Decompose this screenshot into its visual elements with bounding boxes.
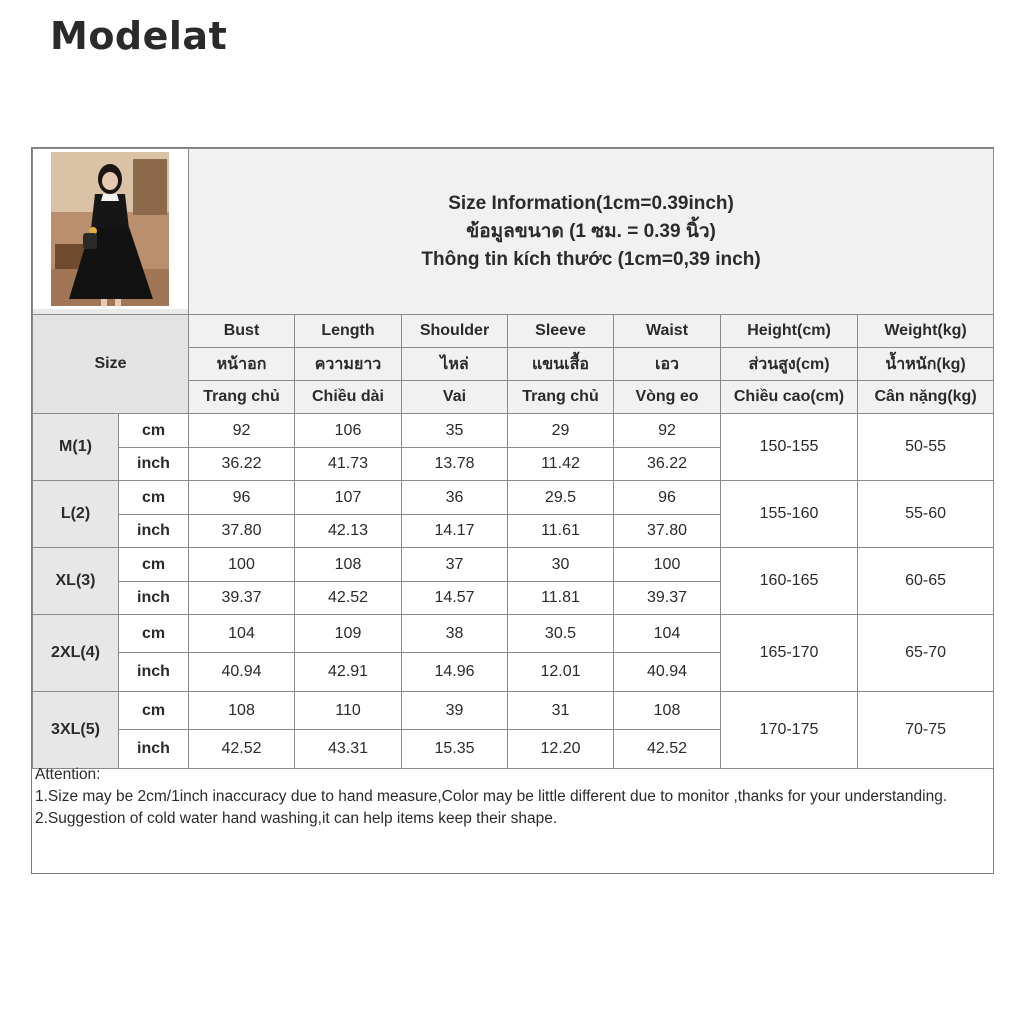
measurement-cell: 41.73 [295, 448, 402, 481]
table-row [33, 414, 994, 448]
height-range-cell: 150-155 [721, 414, 858, 481]
size-label: M(1) [33, 414, 119, 481]
col-header-th: หน้าอก [189, 348, 295, 381]
brand-logo-text: Modelat [50, 14, 228, 58]
measurement-cell: 39.37 [614, 582, 721, 615]
col-header-vi: Vai [402, 381, 508, 414]
note-item: 2.Suggestion of cold water hand washing,it can help items keep their shape. [35, 810, 558, 827]
col-header-vi: Chiều cao(cm) [721, 381, 858, 414]
col-header-th: ส่วนสูง(cm) [721, 348, 858, 381]
measurement-cell: 30 [508, 548, 614, 582]
unit-label: inch [119, 515, 189, 548]
height-range-cell: 165-170 [721, 615, 858, 692]
measurement-cell: 39.37 [189, 582, 295, 615]
size-table [32, 148, 994, 769]
size-info-title [189, 149, 994, 315]
weight-range-cell: 50-55 [858, 414, 994, 481]
measurement-cell: 14.17 [402, 515, 508, 548]
measurement-cell: 13.78 [402, 448, 508, 481]
note-item: 1.Size may be 2cm/1inch inaccuracy due to hand measure,Color may be little different due to monitor ,thanks for your understanding. [35, 788, 948, 805]
measurement-cell: 36.22 [614, 448, 721, 481]
table-row [33, 615, 994, 653]
col-header-th: น้ำหนัก(kg) [858, 348, 994, 381]
measurement-cell: 43.31 [295, 730, 402, 769]
measurement-cell: 110 [295, 692, 402, 730]
unit-label: inch [119, 448, 189, 481]
measurement-cell: 38 [402, 615, 508, 653]
measurement-cell: 14.57 [402, 582, 508, 615]
size-label: XL(3) [33, 548, 119, 615]
unit-label: cm [119, 414, 189, 448]
measurement-cell: 108 [295, 548, 402, 582]
col-header-en: Sleeve [508, 315, 614, 348]
measurement-cell: 42.52 [614, 730, 721, 769]
measurement-cell: 37.80 [614, 515, 721, 548]
measurement-cell: 104 [614, 615, 721, 653]
measurement-cell: 31 [508, 692, 614, 730]
col-header-en: Height(cm) [721, 315, 858, 348]
measurement-cell: 109 [295, 615, 402, 653]
col-header-en: Length [295, 315, 402, 348]
measurement-cell: 11.61 [508, 515, 614, 548]
measurement-cell: 36.22 [189, 448, 295, 481]
col-header-en: Waist [614, 315, 721, 348]
table-row [33, 692, 994, 730]
measurement-cell: 108 [189, 692, 295, 730]
col-header-en: Shoulder [402, 315, 508, 348]
size-chart [31, 147, 994, 874]
measurement-cell: 35 [402, 414, 508, 448]
col-header-en: Weight(kg) [858, 315, 994, 348]
info-title-en: Size Information(1cm=0.39inch) [448, 192, 734, 214]
measurement-cell: 96 [189, 481, 295, 515]
unit-label: inch [119, 582, 189, 615]
measurement-cell: 100 [189, 548, 295, 582]
height-range-cell: 160-165 [721, 548, 858, 615]
size-label: L(2) [33, 481, 119, 548]
attention-notes [35, 764, 985, 830]
model-dress-image [33, 149, 189, 309]
unit-label: cm [119, 692, 189, 730]
col-header-vi: Chiều dài [295, 381, 402, 414]
measurement-cell: 39 [402, 692, 508, 730]
measurement-cell: 96 [614, 481, 721, 515]
unit-label: inch [119, 653, 189, 692]
col-header-th: เอว [614, 348, 721, 381]
measurement-cell: 12.20 [508, 730, 614, 769]
measurement-cell: 42.52 [189, 730, 295, 769]
size-column-header: Size [33, 315, 189, 414]
col-header-vi: Trang chủ [508, 381, 614, 414]
unit-label: inch [119, 730, 189, 769]
measurement-cell: 37.80 [189, 515, 295, 548]
weight-range-cell: 55-60 [858, 481, 994, 548]
measurement-cell: 40.94 [614, 653, 721, 692]
measurement-cell: 40.94 [189, 653, 295, 692]
size-label: 2XL(4) [33, 615, 119, 692]
measurement-cell: 42.91 [295, 653, 402, 692]
measurement-cell: 37 [402, 548, 508, 582]
table-row [33, 548, 994, 582]
measurement-cell: 14.96 [402, 653, 508, 692]
height-range-cell: 170-175 [721, 692, 858, 769]
measurement-cell: 92 [614, 414, 721, 448]
measurement-cell: 15.35 [402, 730, 508, 769]
measurement-cell: 11.42 [508, 448, 614, 481]
measurement-cell: 30.5 [508, 615, 614, 653]
weight-range-cell: 65-70 [858, 615, 994, 692]
info-title-th: ข้อมูลขนาด (1 ซม. = 0.39 นิ้ว) [466, 220, 716, 242]
measurement-cell: 92 [189, 414, 295, 448]
unit-label: cm [119, 481, 189, 515]
col-header-vi: Vòng eo [614, 381, 721, 414]
height-range-cell: 155-160 [721, 481, 858, 548]
col-header-vi: Cân nặng(kg) [858, 381, 994, 414]
measurement-cell: 100 [614, 548, 721, 582]
size-label: 3XL(5) [33, 692, 119, 769]
measurement-cell: 42.52 [295, 582, 402, 615]
info-title-vi: Thông tin kích thước (1cm=0,39 inch) [421, 248, 761, 270]
unit-label: cm [119, 615, 189, 653]
col-header-th: ความยาว [295, 348, 402, 381]
measurement-cell: 108 [614, 692, 721, 730]
unit-label: cm [119, 548, 189, 582]
measurement-cell: 107 [295, 481, 402, 515]
measurement-cell: 42.13 [295, 515, 402, 548]
table-row [33, 481, 994, 515]
measurement-cell: 106 [295, 414, 402, 448]
product-photo [33, 149, 189, 315]
notes-heading: Attention: [35, 766, 101, 783]
col-header-th: ไหล่ [402, 348, 508, 381]
measurement-cell: 12.01 [508, 653, 614, 692]
measurement-cell: 29 [508, 414, 614, 448]
measurement-cell: 104 [189, 615, 295, 653]
measurement-cell: 11.81 [508, 582, 614, 615]
measurement-cell: 36 [402, 481, 508, 515]
measurement-cell: 29.5 [508, 481, 614, 515]
weight-range-cell: 70-75 [858, 692, 994, 769]
weight-range-cell: 60-65 [858, 548, 994, 615]
col-header-vi: Trang chủ [189, 381, 295, 414]
col-header-th: แขนเสื้อ [508, 348, 614, 381]
col-header-en: Bust [189, 315, 295, 348]
